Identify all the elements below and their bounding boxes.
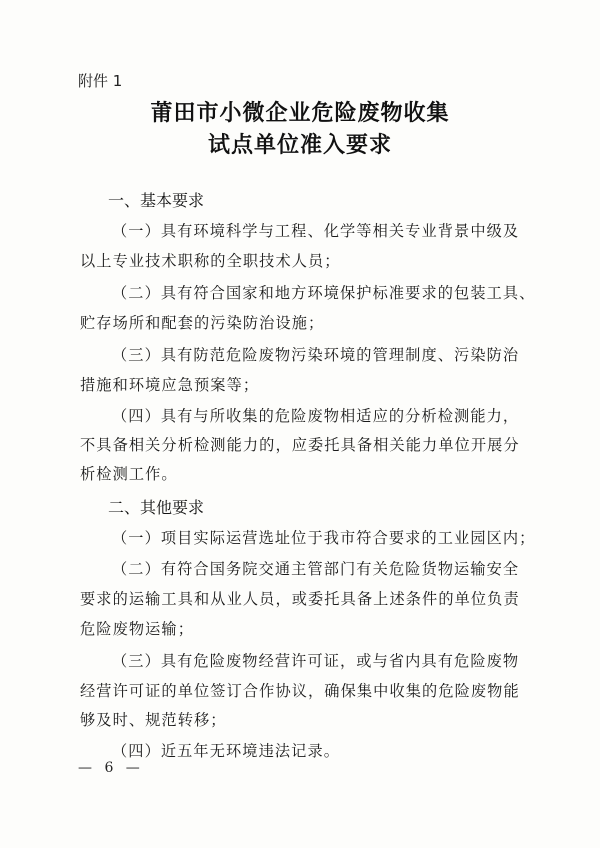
page-number: — 6 — [78, 760, 144, 776]
paragraph-line: 要求的运输工具和从业人员，或委托具备上述条件的单位负责 [80, 590, 520, 608]
paragraph-line: （二）具有符合国家和地方环境保护标准要求的包装工具、 [112, 284, 536, 302]
document-title-line-2: 试点单位准入要求 [207, 133, 392, 158]
paragraph-line: （四）具有与所收集的危险废物相适应的分析检测能力， [112, 407, 520, 425]
paragraph-line: 措施和环境应急预案等； [80, 376, 260, 394]
paragraph-line: （一）项目实际运营选址位于我市符合要求的工业园区内； [112, 529, 536, 547]
paragraph-line: 不具备相关分析检测能力的，应委托具备相关能力单位开展分 [80, 436, 520, 454]
paragraph-line: 危险废物运输； [80, 620, 195, 638]
paragraph-line: 以上专业技术职称的全职技术人员； [80, 252, 341, 270]
paragraph-line: 够及时、规范转移； [80, 711, 227, 729]
document-title-line-1: 莆田市小微企业危险废物收集 [150, 101, 450, 126]
paragraph-line: （二）有符合国务院交通主管部门有关危险货物运输安全 [112, 560, 520, 578]
paragraph-line: （三）具有防范危险废物污染环境的管理制度、污染防治 [112, 346, 520, 364]
paragraph-line: （一）具有环境科学与工程、化学等相关专业背景中级及 [112, 222, 520, 240]
paragraph-line: （四）近五年无环境违法记录。 [112, 742, 341, 760]
paragraph-line: 贮存场所和配套的污染防治设施； [80, 314, 325, 332]
paragraph-line: 析检测工作。 [80, 465, 178, 483]
paragraph-line: 经营许可证的单位签订合作协议，确保集中收集的危险废物能 [80, 682, 520, 700]
attachment-label: 附件 1 [78, 72, 123, 90]
section-heading-other: 二、其他要求 [108, 498, 205, 517]
paragraph-line: （三）具有危险废物经营许可证，或与省内具有危险废物 [112, 652, 520, 670]
section-heading-basic: 一、基本要求 [108, 191, 205, 210]
